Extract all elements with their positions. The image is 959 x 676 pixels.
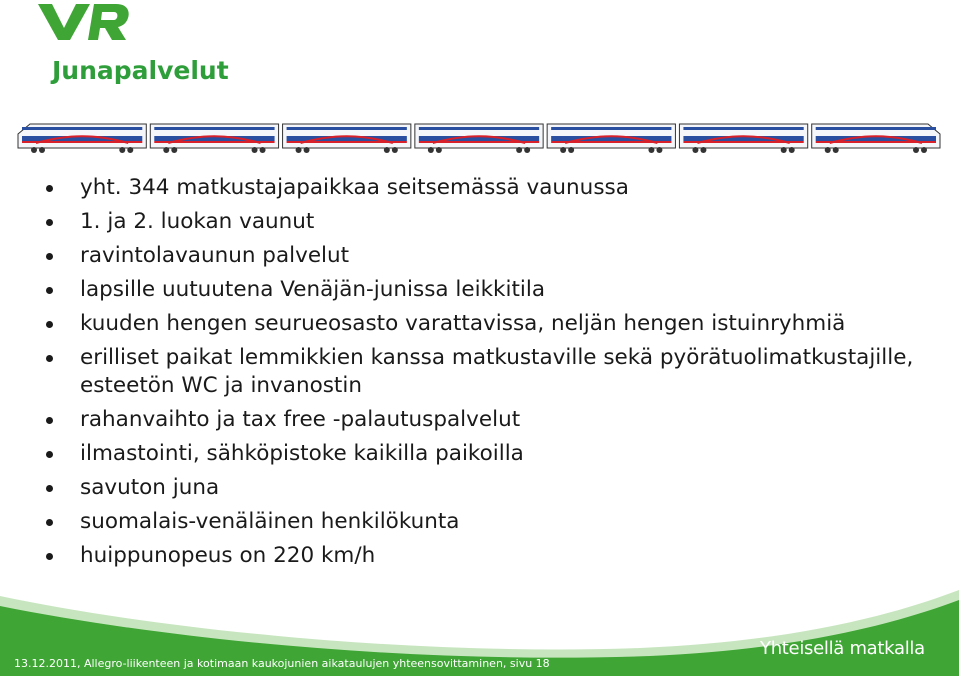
bullet-item: erilliset paikat lemmikkien kanssa matkustaville sekä pyörätuolimatkustajille, esteetön WC ja invanostin — [44, 344, 924, 400]
bullet-item: yht. 344 matkustajapaikkaa seitsemässä vaunussa — [44, 174, 924, 202]
bullet-item: savuton juna — [44, 474, 924, 502]
vr-logo — [38, 2, 130, 42]
bullet-item: 1. ja 2. luokan vaunut — [44, 208, 924, 236]
footer-text: 13.12.2011, Allegro-liikenteen ja kotimaan kaukojunien aikataulujen yhteensovittaminen, sivu 18 — [14, 657, 550, 670]
bullet-item: rahanvaihto ja tax free -palautuspalvelut — [44, 406, 924, 434]
train-car — [150, 124, 278, 153]
train-illustration — [16, 116, 942, 156]
bullet-item: lapsille uutuutena Venäjän-junissa leikkitila — [44, 276, 924, 304]
bullet-item: kuuden hengen seurueosasto varattavissa, neljän hengen istuinryhmiä — [44, 310, 924, 338]
bullet-item: suomalais-venäläinen henkilökunta — [44, 508, 924, 536]
bullet-item: ravintolavaunun palvelut — [44, 242, 924, 270]
train-car — [18, 124, 146, 153]
train-car — [679, 124, 807, 153]
train-car — [547, 124, 675, 153]
slogan: Yhteisellä matkalla — [760, 638, 925, 659]
train-car — [283, 124, 411, 153]
train-car — [812, 124, 940, 153]
bullet-item: huippunopeus on 220 km/h — [44, 542, 924, 570]
bullet-item: ilmastointi, sähköpistoke kaikilla paikoilla — [44, 440, 924, 468]
train-car — [415, 124, 543, 153]
bullet-list — [44, 174, 924, 576]
slide-title: Junapalvelut — [52, 56, 229, 85]
